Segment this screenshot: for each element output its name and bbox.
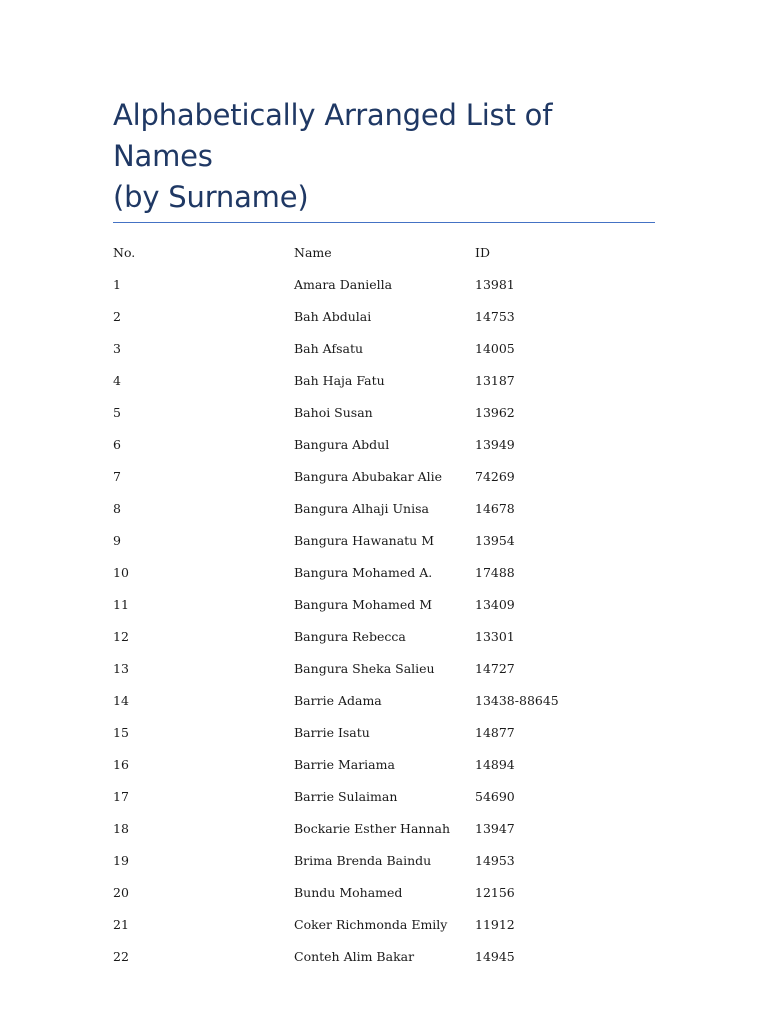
document-title-line-1: Alphabetically Arranged List of Names bbox=[113, 98, 553, 173]
table-row bbox=[113, 396, 655, 428]
table-row bbox=[113, 364, 655, 396]
cell-no: 14 bbox=[113, 692, 129, 708]
cell-no: 3 bbox=[113, 340, 121, 356]
cell-id: 13981 bbox=[475, 276, 515, 292]
table-row bbox=[113, 588, 655, 620]
cell-no: 8 bbox=[113, 500, 121, 516]
table-row bbox=[113, 492, 655, 524]
cell-no: 13 bbox=[113, 660, 129, 676]
title-underline bbox=[113, 222, 655, 223]
cell-no: 21 bbox=[113, 916, 129, 932]
cell-name: Bangura Mohamed M bbox=[294, 596, 432, 612]
table-row bbox=[113, 684, 655, 716]
cell-id: 14953 bbox=[475, 852, 515, 868]
cell-name: Bundu Mohamed bbox=[294, 884, 403, 900]
cell-id: 54690 bbox=[475, 788, 515, 804]
cell-no: 18 bbox=[113, 820, 129, 836]
cell-no: 4 bbox=[113, 372, 121, 388]
document-title-line-2: (by Surname) bbox=[113, 180, 309, 214]
cell-id: 14894 bbox=[475, 756, 515, 772]
table-row bbox=[113, 748, 655, 780]
cell-no: 12 bbox=[113, 628, 129, 644]
table-row bbox=[113, 876, 655, 908]
document-title bbox=[113, 95, 655, 218]
cell-no: 19 bbox=[113, 852, 129, 868]
cell-name: Bangura Alhaji Unisa bbox=[294, 500, 429, 516]
cell-id: 13949 bbox=[475, 436, 515, 452]
cell-id: 11912 bbox=[475, 916, 515, 932]
cell-no: 22 bbox=[113, 948, 129, 964]
cell-name: Bangura Abubakar Alie bbox=[294, 468, 443, 484]
cell-no: 15 bbox=[113, 724, 129, 740]
cell-name: Brima Brenda Baindu bbox=[294, 852, 432, 868]
cell-id: 12156 bbox=[475, 884, 515, 900]
table-row bbox=[113, 524, 655, 556]
cell-name: Barrie Adama bbox=[294, 692, 382, 708]
table-row bbox=[113, 716, 655, 748]
table-row bbox=[113, 460, 655, 492]
cell-no: 1 bbox=[113, 276, 121, 292]
table-row bbox=[113, 556, 655, 588]
header-id: ID bbox=[475, 244, 490, 260]
cell-id: 14753 bbox=[475, 308, 515, 324]
cell-id: 13962 bbox=[475, 404, 515, 420]
cell-no: 9 bbox=[113, 532, 121, 548]
cell-id: 17488 bbox=[475, 564, 515, 580]
cell-name: Bangura Abdul bbox=[294, 436, 390, 452]
cell-id: 14727 bbox=[475, 660, 515, 676]
header-no: No. bbox=[113, 244, 136, 260]
cell-no: 5 bbox=[113, 404, 121, 420]
cell-no: 7 bbox=[113, 468, 121, 484]
cell-id: 13409 bbox=[475, 596, 515, 612]
table-row bbox=[113, 780, 655, 812]
table-body bbox=[113, 268, 655, 972]
names-table bbox=[113, 236, 655, 972]
cell-name: Conteh Alim Bakar bbox=[294, 948, 415, 964]
cell-name: Bangura Sheka Salieu bbox=[294, 660, 435, 676]
cell-id: 13954 bbox=[475, 532, 515, 548]
table-row bbox=[113, 332, 655, 364]
cell-name: Bahoi Susan bbox=[294, 404, 373, 420]
cell-id: 13187 bbox=[475, 372, 515, 388]
cell-no: 16 bbox=[113, 756, 129, 772]
cell-name: Bockarie Esther Hannah bbox=[294, 820, 450, 836]
table-row bbox=[113, 940, 655, 972]
cell-id: 14678 bbox=[475, 500, 515, 516]
cell-id: 14005 bbox=[475, 340, 515, 356]
cell-id: 14877 bbox=[475, 724, 515, 740]
cell-no: 20 bbox=[113, 884, 129, 900]
table-row bbox=[113, 300, 655, 332]
cell-id: 74269 bbox=[475, 468, 515, 484]
cell-name: Barrie Isatu bbox=[294, 724, 370, 740]
table-row bbox=[113, 428, 655, 460]
table-row bbox=[113, 812, 655, 844]
cell-id: 13947 bbox=[475, 820, 515, 836]
cell-name: Bah Afsatu bbox=[294, 340, 364, 356]
table-row bbox=[113, 652, 655, 684]
cell-id: 13301 bbox=[475, 628, 515, 644]
cell-no: 10 bbox=[113, 564, 129, 580]
cell-id: 13438-88645 bbox=[475, 692, 559, 708]
cell-name: Amara Daniella bbox=[294, 276, 393, 292]
cell-name: Bangura Rebecca bbox=[294, 628, 406, 644]
cell-name: Bangura Mohamed A. bbox=[294, 564, 433, 580]
table-header-row bbox=[113, 236, 655, 268]
cell-name: Bah Haja Fatu bbox=[294, 372, 385, 388]
table-row bbox=[113, 844, 655, 876]
cell-name: Barrie Sulaiman bbox=[294, 788, 398, 804]
cell-name: Barrie Mariama bbox=[294, 756, 395, 772]
cell-no: 17 bbox=[113, 788, 129, 804]
cell-no: 2 bbox=[113, 308, 121, 324]
document-page bbox=[113, 95, 655, 972]
cell-name: Bangura Hawanatu M bbox=[294, 532, 434, 548]
header-name: Name bbox=[294, 244, 332, 260]
cell-no: 11 bbox=[113, 596, 129, 612]
cell-name: Bah Abdulai bbox=[294, 308, 372, 324]
table-row bbox=[113, 268, 655, 300]
cell-id: 14945 bbox=[475, 948, 515, 964]
cell-name: Coker Richmonda Emily bbox=[294, 916, 448, 932]
table-row bbox=[113, 908, 655, 940]
cell-no: 6 bbox=[113, 436, 121, 452]
table-row bbox=[113, 620, 655, 652]
